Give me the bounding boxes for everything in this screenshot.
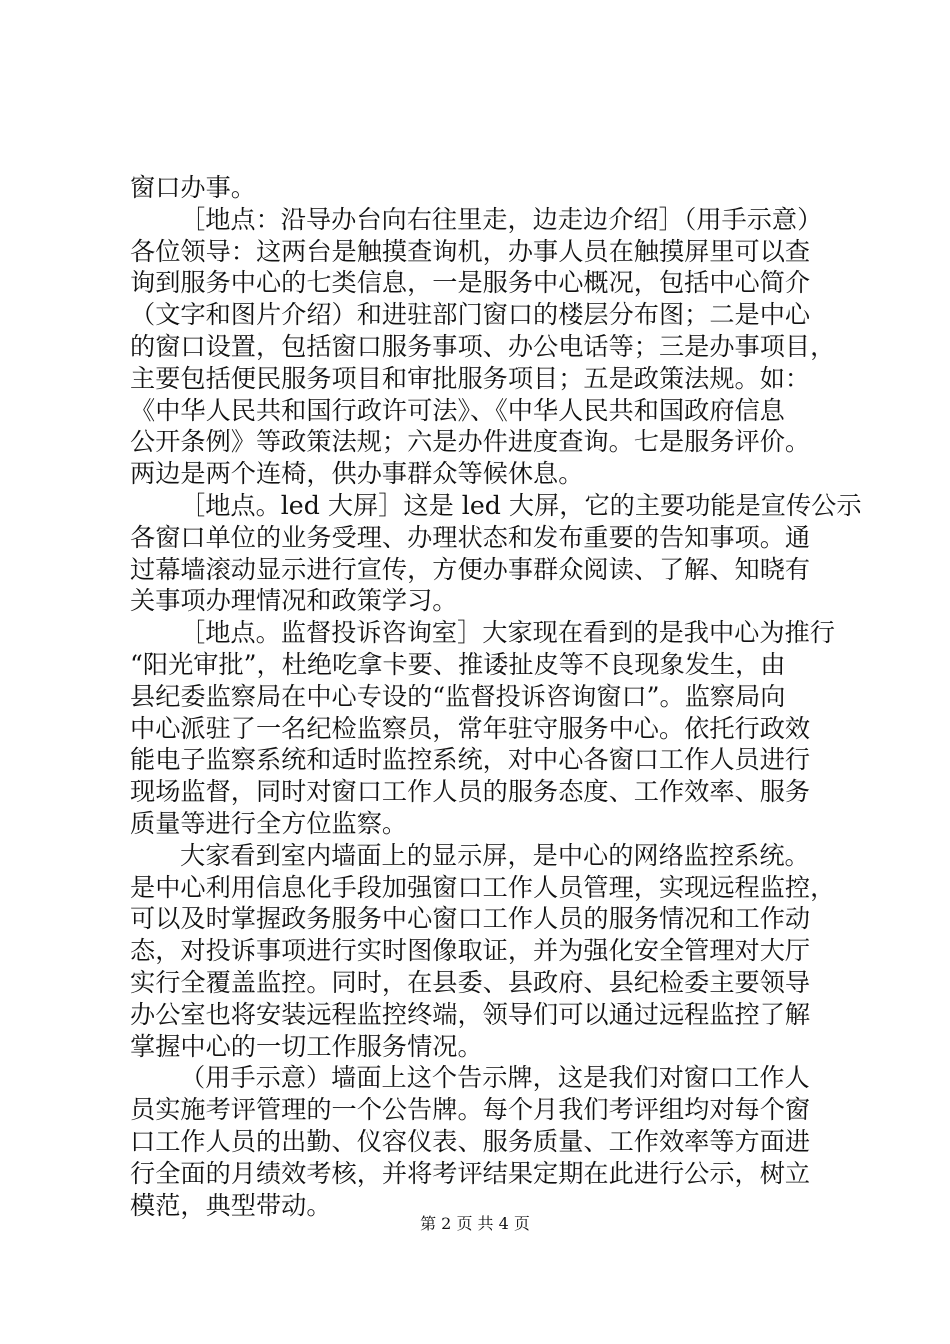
text-line: 现场监督，同时对窗口工作人员的服务态度、工作效率、服务 [130,777,811,807]
text-line: 办公室也将安装远程监控终端，领导们可以通过远程监控了解 [130,999,811,1029]
text-line: 员实施考评管理的一个公告牌。每个月我们考评组均对每个窗 [130,1095,811,1125]
text-line: ［地点。led 大屏］这是 led 大屏，它的主要功能是宣传公示 [180,490,862,520]
text-line: 模范，典型带动。 [130,1190,332,1220]
text-line: 各窗口单位的业务受理、办理状态和发布重要的告知事项。通 [130,522,811,552]
text-line: 口工作人员的出勤、仪容仪表、服务质量、工作效率等方面进 [130,1126,811,1156]
text-line: 中心派驻了一名纪检监察员，常年驻守服务中心。依托行政效 [130,713,811,743]
text-line: ［地点。监督投诉咨询室］大家现在看到的是我中心为推行 [180,618,835,648]
text-line: 各位领导：这两台是触摸查询机，办事人员在触摸屏里可以查 [130,236,811,266]
text-line: 公开条例》等政策法规；六是办件进度查询。七是服务评价。 [130,427,811,457]
text-line: （文字和图片介绍）和进驻部门窗口的楼层分布图；二是中心 [130,300,811,330]
text-line: 窗口办事。 [130,173,256,202]
text-line: 可以及时掌握政务服务中心窗口工作人员的服务情况和工作动 [130,904,811,934]
text-line: 的窗口设置，包括窗口服务事项、办公电话等；三是办事项目， [130,331,836,361]
text-line: 两边是两个连椅，供办事群众等候休息。 [130,459,584,489]
text-line: 询到服务中心的七类信息，一是服务中心概况，包括中心简介 [130,268,811,298]
text-line: 是中心利用信息化手段加强窗口工作人员管理，实现远程监控， [130,872,836,902]
text-line: 过幕墙滚动显示进行宣传，方便办事群众阅读、了解、知晓有 [130,554,811,584]
text-line: 掌握中心的一切工作服务情况。 [130,1031,483,1061]
text-line: “阳光审批”，杜绝吃拿卡要、推诿扯皮等不良现象发生，由 [130,649,786,679]
text-line: ［地点：沿导办台向右往里走，边走边介绍］（用手示意） [180,204,823,234]
text-line: 能电子监察系统和适时监控系统，对中心各窗口工作人员进行 [130,745,811,775]
text-line: 质量等进行全方位监察。 [130,808,408,838]
text-line: 关事项办理情况和政策学习。 [130,586,458,616]
text-line: 主要包括便民服务项目和审批服务项目；五是政策法规。如： [130,363,811,393]
text-line: 实行全覆盖监控。同时，在县委、县政府、县纪检委主要领导 [130,967,811,997]
document-body [130,172,862,1221]
text-line: 县纪委监察局在中心专设的“监督投诉咨询窗口”。监察局向 [130,681,786,711]
page-footer: 第 2 页 共 4 页 [420,1214,530,1233]
text-line: 《中华人民共和国行政许可法》、《中华人民共和国政府信息 [130,395,785,425]
text-line: 大家看到室内墙面上的显示屏，是中心的网络监控系统。 [180,840,810,870]
text-line: 行全面的月绩效考核，并将考评结果定期在此进行公示，树立 [130,1158,811,1188]
text-line: 态，对投诉事项进行实时图像取证，并为强化安全管理对大厅 [130,936,811,966]
text-line: （用手示意）墙面上这个告示牌，这是我们对窗口工作人 [180,1063,810,1093]
